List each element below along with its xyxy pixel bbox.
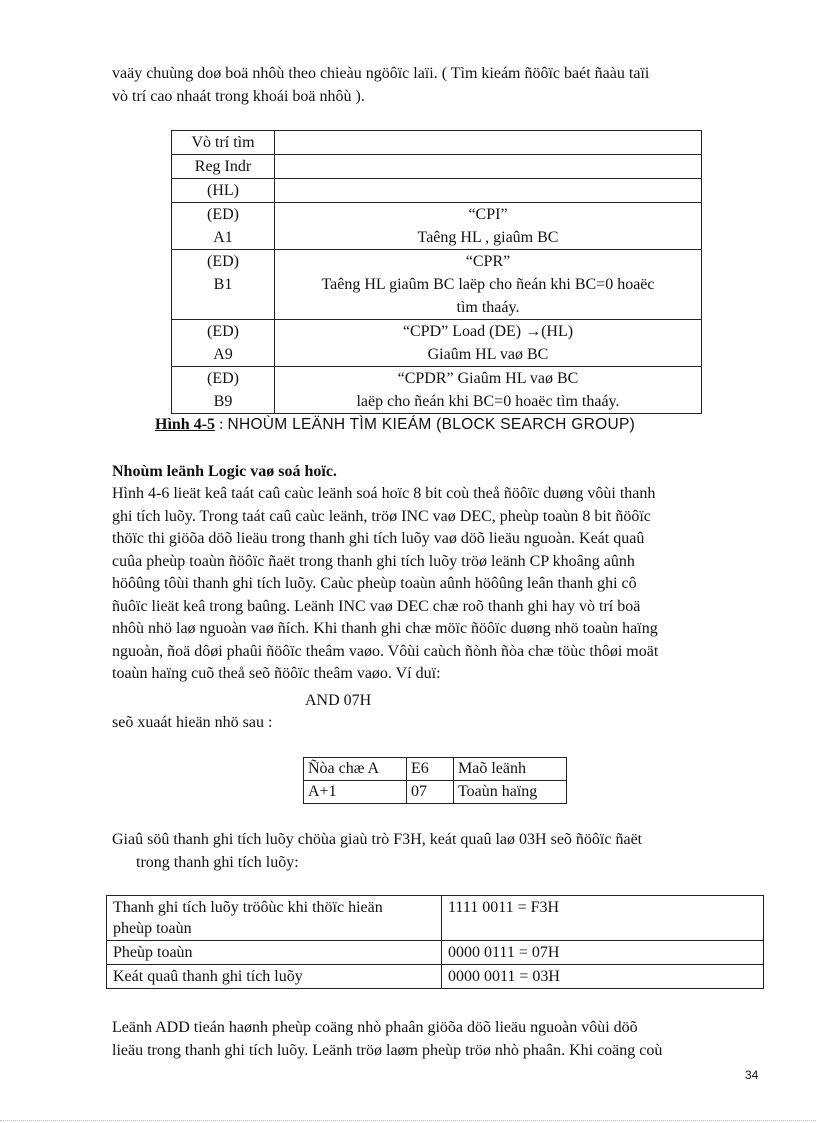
text-line: Hình 4-6 lieät keâ taát caû caùc leänh soá hoïc 8 bit coù theå ñöôïc duøng vôùi thanh <box>112 485 656 502</box>
table-cell <box>172 320 275 367</box>
table-cell <box>275 250 702 320</box>
table-cell <box>172 203 275 250</box>
text-line: Leänh ADD tieán haønh pheùp coäng nhò phaân giöõa döõ lieäu nguoàn vôùi döõ <box>112 1019 638 1036</box>
table-row <box>172 367 702 414</box>
caption-separator: : <box>215 416 228 433</box>
section-heading <box>112 461 762 484</box>
intro-paragraph <box>112 63 762 108</box>
page-bottom-divider <box>0 1120 816 1122</box>
table-row <box>304 781 567 804</box>
cell-line: Vò trí tìm <box>191 134 255 151</box>
cell-line: “CPI” <box>468 206 508 223</box>
cell-line: tìm thaáy. <box>456 299 520 316</box>
table-row <box>172 131 702 155</box>
accumulator-table <box>106 895 764 989</box>
block-search-table-body <box>172 131 702 414</box>
figure-label: Hình 4-5 <box>155 416 216 433</box>
section-heading-text: Nhoùm leänh Logic vaø soá hoïc. <box>112 463 337 480</box>
table-cell <box>275 320 702 367</box>
table-row <box>107 965 764 989</box>
figure-caption <box>155 416 635 434</box>
text-line: ghi tích luõy. Trong taát caû caùc leänh, tröø INC vaø DEC, pheùp toaùn 8 bit ñöôïc <box>112 507 651 525</box>
cell-line: (ED) <box>207 370 239 387</box>
table-cell: A+1 <box>304 781 407 804</box>
table-cell: 07 <box>407 781 454 804</box>
cell-line: “CPD” Load (DE) →(HL) <box>402 323 574 340</box>
cell-line: “CPR” <box>465 253 511 270</box>
text-line: vò trí cao nhaát trong khoái boä nhôù ). <box>112 87 365 105</box>
cell-line: A9 <box>213 346 233 363</box>
text-line: ñuôïc lieät keâ trong baûng. Leänh INC vaø DEC chæ roõ thanh ghi hay vò trí boä <box>112 597 641 615</box>
table-cell <box>275 367 702 414</box>
cell-line: Taêng HL giaûm BC laëp cho ñeán khi BC=0 hoaëc <box>321 276 655 293</box>
caption-text: NHOÙM LEÄNH TÌM KIEÁM (BLOCK SEARCH GROUP) <box>227 416 636 433</box>
table-cell: E6 <box>407 758 454 781</box>
table-row <box>172 155 702 179</box>
table-cell <box>107 941 442 965</box>
cell-line: B9 <box>213 393 233 410</box>
table-cell <box>172 155 275 179</box>
text-line: nguoàn, ñoä dôøi phaûi ñöôïc theâm vaøo. Vôùi caùch ñònh ñòa chæ töùc thôøi moät <box>112 642 659 660</box>
table-cell <box>107 965 442 989</box>
page-number: 34 <box>745 1068 759 1082</box>
text-line: trong thanh ghi tích luõy: <box>136 853 299 871</box>
table-cell <box>275 179 702 203</box>
cell-line: Giaûm HL vaø BC <box>427 346 549 363</box>
example-follow-text: seõ xuaát hieän nhö sau : <box>112 714 273 731</box>
table-cell: Ñòa chæ A <box>304 758 407 781</box>
table-cell <box>172 250 275 320</box>
cell-line: (HL) <box>207 182 239 199</box>
cell-line: Pheùp toaùn <box>113 944 193 961</box>
table-row <box>172 179 702 203</box>
table-cell <box>275 203 702 250</box>
table-cell: 0000 0111 = 07H <box>442 941 764 965</box>
text-line: toaùn haïng cuõ theå seõ ñöôïc theâm vaøo. Ví duï: <box>112 665 441 682</box>
table-cell <box>172 367 275 414</box>
cell-line: laëp cho ñeán khi BC=0 hoaëc tìm thaáy. <box>356 393 620 410</box>
cell-line: “CPDR” Giaûm HL vaø BC <box>397 370 579 387</box>
cell-line: (ED) <box>207 323 239 340</box>
text-line: vaäy chuùng doø boä nhôù theo chieàu ngöôïc laïi. ( Tìm kieám ñöôïc baét ñaàu taïi <box>112 65 650 82</box>
table-row <box>304 758 567 781</box>
cell-line: (ED) <box>207 206 239 223</box>
cell-line: pheùp toaùn <box>113 920 192 937</box>
cell-line: Taêng HL , giaûm BC <box>417 229 559 246</box>
table-row <box>107 941 764 965</box>
final-paragraph <box>112 1017 762 1062</box>
text-line: cuûa pheùp toaùn ñöôïc ñaët trong thanh ghi tích luõy tröø leänh CP khoâng aûnh <box>112 552 635 570</box>
example-code: AND 07H <box>305 692 372 709</box>
table-cell: Toaùn haïng <box>454 781 567 804</box>
table-cell <box>172 131 275 155</box>
block-search-table <box>171 130 702 414</box>
cell-line: Keát quaû thanh ghi tích luõy <box>113 968 303 985</box>
text-line: thöïc thi giöõa döõ lieäu trong thanh ghi tích luõy vaø döõ lieäu nguoàn. Keát quaû <box>112 530 645 547</box>
cell-line: B1 <box>213 276 233 293</box>
text-line: Giaû söû thanh ghi tích luõy chöùa giaù trò F3H, keát quaû laø 03H seõ ñöôïc ñaët <box>112 831 643 848</box>
accumulator-table-body <box>107 896 764 989</box>
explain-paragraph <box>112 829 762 874</box>
table-cell <box>275 131 702 155</box>
text-line: höôûng tôùi thanh ghi tích luõy. Caùc pheùp toaùn aûnh höôûng leân thanh ghi cô <box>112 575 637 592</box>
table-row <box>172 250 702 320</box>
table-cell: 1111 0011 = F3H <box>442 896 764 941</box>
cell-line: (ED) <box>207 253 239 270</box>
table-cell: Maõ leänh <box>454 758 567 781</box>
cell-line: Reg Indr <box>194 158 252 175</box>
text-line: nhôù nhö laø nguoàn vaø ñích. Khi thanh ghi chæ möïc ñöôïc duøng nhö toaùn haïng <box>112 620 658 637</box>
table-row <box>107 896 764 941</box>
text-line: lieäu trong thanh ghi tích luõy. Leänh tröø laøm pheùp tröø nhò phaân. Khi coäng coù <box>112 1041 663 1059</box>
cell-line: A1 <box>213 229 233 246</box>
table-row <box>172 320 702 367</box>
table-cell <box>107 896 442 941</box>
body-paragraph <box>112 483 758 686</box>
table-cell <box>172 179 275 203</box>
table-cell: 0000 0011 = 03H <box>442 965 764 989</box>
table-row <box>172 203 702 250</box>
opcode-table <box>303 757 567 804</box>
cell-line: Thanh ghi tích luõy tröôùc khi thöïc hieän <box>113 899 383 916</box>
table-cell <box>275 155 702 179</box>
